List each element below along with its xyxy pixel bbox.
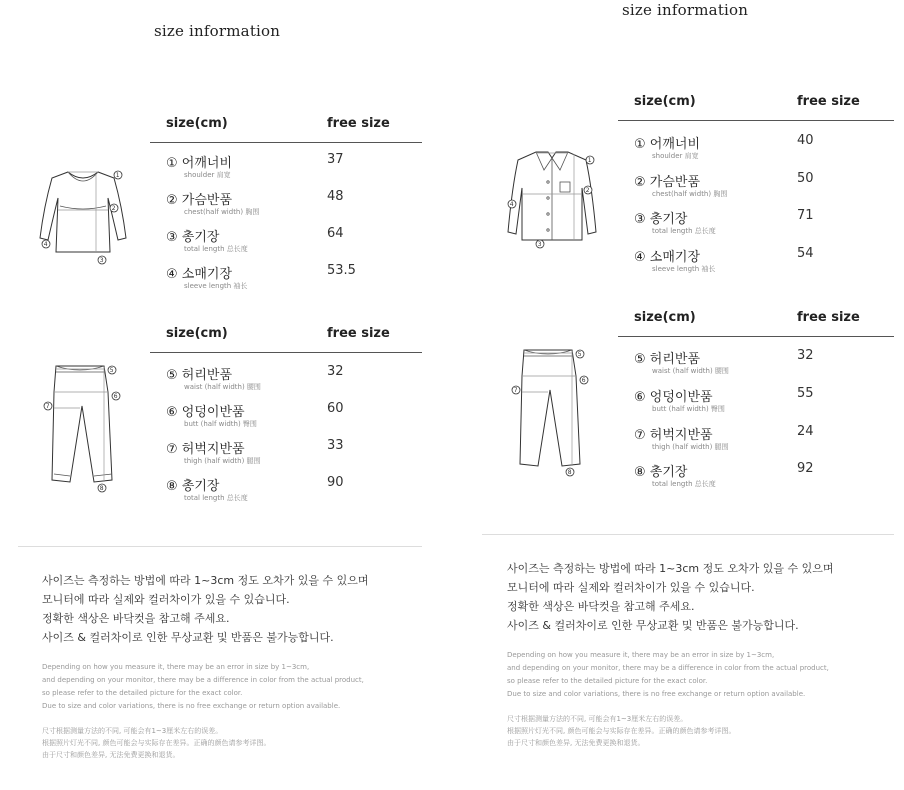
note-en-line: Due to size and color variations, there is no free exchange or return option available. [42,702,341,710]
measure-value: 55 [797,386,814,401]
measure-value: 53.5 [327,263,356,278]
note-ko-line: 정확한 색상은 바닥컷을 참고해 주세요. [42,612,230,625]
measure-sublabel: chest(half width) 胸围 [652,190,728,198]
svg-text:3: 3 [99,257,104,264]
divider [18,546,422,547]
note-ko-line: 모니터에 따라 실제와 컬러차이가 있을 수 있습니다. [42,593,290,606]
measure-label: ⑥ 엉덩이반품 [166,405,245,420]
note-ko-line: 모니터에 따라 실제와 컬러차이가 있을 수 있습니다. [507,581,755,594]
svg-text:3: 3 [537,241,542,248]
free-size-column-header: free size [797,310,860,325]
measure-value: 40 [797,133,814,148]
measure-label: ⑦ 허벅지반품 [634,428,713,443]
size-table-header [150,114,422,143]
free-size-column-header: free size [797,94,860,109]
measure-sublabel: total length 总长度 [652,480,716,488]
note-cn-line: 尺寸根据测量方法的不同, 可能会有1~3厘米左右的误差。 [507,715,688,723]
measure-sublabel: thigh (half width) 腿围 [652,443,729,451]
note-ko-line: 사이즈는 측정하는 방법에 따라 1~3cm 정도 오차가 있을 수 있으며 [42,574,369,587]
measure-value: 60 [327,401,344,416]
svg-text:8: 8 [99,485,104,492]
size-column-header: size(cm) [166,326,228,341]
measure-label: ⑥ 엉덩이반품 [634,390,713,405]
measure-sublabel: sleeve length 袖长 [652,265,716,273]
measure-sublabel: thigh (half width) 腿围 [184,457,261,465]
measure-sublabel: total length 总长度 [184,245,248,253]
measure-label: ⑤ 허리반품 [634,352,701,367]
svg-text:7: 7 [513,387,518,394]
svg-text:6: 6 [113,393,118,400]
measure-sublabel: waist (half width) 腰围 [184,383,261,391]
measure-sublabel: chest(half width) 胸围 [184,208,260,216]
svg-text:4: 4 [509,201,514,208]
measure-label: ④ 소매기장 [166,267,233,282]
measure-value: 54 [797,246,814,261]
note-cn-line: 由于尺寸和颜色差异, 无法免费更换和退货。 [42,751,180,759]
blouse-top-icon [38,166,128,266]
size-column-header: size(cm) [634,310,696,325]
measure-value: 24 [797,424,814,439]
measure-label: ② 가슴반품 [166,193,233,208]
note-ko-line: 사이즈는 측정하는 방법에 따라 1~3cm 정도 오차가 있을 수 있으며 [507,562,834,575]
svg-text:5: 5 [109,367,114,374]
size-table-header [150,324,422,353]
measure-label: ⑧ 총기장 [634,465,688,480]
note-en-line: Depending on how you measure it, there may be an error in size by 1~3cm, [42,663,310,671]
measure-value: 32 [327,364,344,379]
note-ko-line: 정확한 색상은 바닥컷을 참고해 주세요. [507,600,695,613]
note-en-line: so please refer to the detailed picture for the exact color. [507,677,708,685]
measure-label: ③ 총기장 [634,212,688,227]
svg-text:1: 1 [115,172,120,179]
pants-icon [42,362,126,498]
divider [482,534,894,535]
note-cn-line: 根据照片灯光不同, 颜色可能会与实际存在差异。正确的颜色请参考详图。 [507,727,736,735]
measure-sublabel: butt (half width) 臀围 [184,420,257,428]
svg-text:6: 6 [581,377,586,384]
note-en-line: and depending on your monitor, there may be a difference in color from the actual product, [42,676,364,684]
note-en-line: and depending on your monitor, there may be a difference in color from the actual product, [507,664,829,672]
svg-text:2: 2 [585,187,590,194]
measure-value: 48 [327,189,344,204]
svg-text:5: 5 [577,351,582,358]
measure-sublabel: shoulder 肩宽 [652,152,699,160]
notes-block [42,571,368,761]
note-en-line: so please refer to the detailed picture for the exact color. [42,689,243,697]
measure-value: 92 [797,461,814,476]
measure-sublabel: sleeve length 袖长 [184,282,248,290]
measure-sublabel: waist (half width) 腰围 [652,367,729,375]
notes-block [507,559,833,749]
svg-text:8: 8 [567,469,572,476]
size-column-header: size(cm) [634,94,696,109]
measure-label: ④ 소매기장 [634,250,701,265]
note-en-line: Depending on how you measure it, there may be an error in size by 1~3cm, [507,651,775,659]
svg-text:7: 7 [45,403,50,410]
measure-label: ⑤ 허리반품 [166,368,233,383]
measure-sublabel: butt (half width) 臀围 [652,405,725,413]
measure-value: 33 [327,438,344,453]
measure-label: ① 어깨너비 [634,137,701,152]
svg-text:1: 1 [587,157,592,164]
measure-label: ① 어깨너비 [166,156,233,171]
size-table-header [618,308,894,337]
measure-label: ⑦ 허벅지반품 [166,442,245,457]
measure-sublabel: total length 总长度 [184,494,248,502]
measure-label: ③ 총기장 [166,230,220,245]
note-cn-line: 根据照片灯光不同, 颜色可能会与实际存在差异。正确的颜色请参考详图。 [42,739,271,747]
measure-sublabel: shoulder 肩宽 [184,171,231,179]
measure-sublabel: total length 总长度 [652,227,716,235]
free-size-column-header: free size [327,116,390,131]
note-cn-line: 由于尺寸和颜色差异, 无法免费更换和退货。 [507,739,645,747]
measure-value: 71 [797,208,814,223]
size-column-header: size(cm) [166,116,228,131]
measure-label: ⑧ 총기장 [166,479,220,494]
svg-text:4: 4 [43,241,48,248]
measure-value: 90 [327,475,344,490]
measure-value: 32 [797,348,814,363]
measure-value: 37 [327,152,344,167]
page-title: size information [622,1,749,19]
size-panel-right [452,0,904,790]
measure-value: 64 [327,226,344,241]
free-size-column-header: free size [327,326,390,341]
size-table-header [618,92,894,121]
pajama-shirt-icon [504,148,600,248]
note-ko-line: 사이즈 & 컬러차이로 인한 무상교환 및 반품은 불가능합니다. [42,631,334,644]
note-ko-line: 사이즈 & 컬러차이로 인한 무상교환 및 반품은 불가능합니다. [507,619,799,632]
measure-label: ② 가슴반품 [634,175,701,190]
note-en-line: Due to size and color variations, there is no free exchange or return option available. [507,690,806,698]
pants-icon [510,346,594,482]
note-cn-line: 尺寸根据测量方法的不同, 可能会有1~3厘米左右的误差。 [42,727,223,735]
page-title: size information [154,22,281,40]
svg-text:2: 2 [111,205,116,212]
measure-value: 50 [797,171,814,186]
